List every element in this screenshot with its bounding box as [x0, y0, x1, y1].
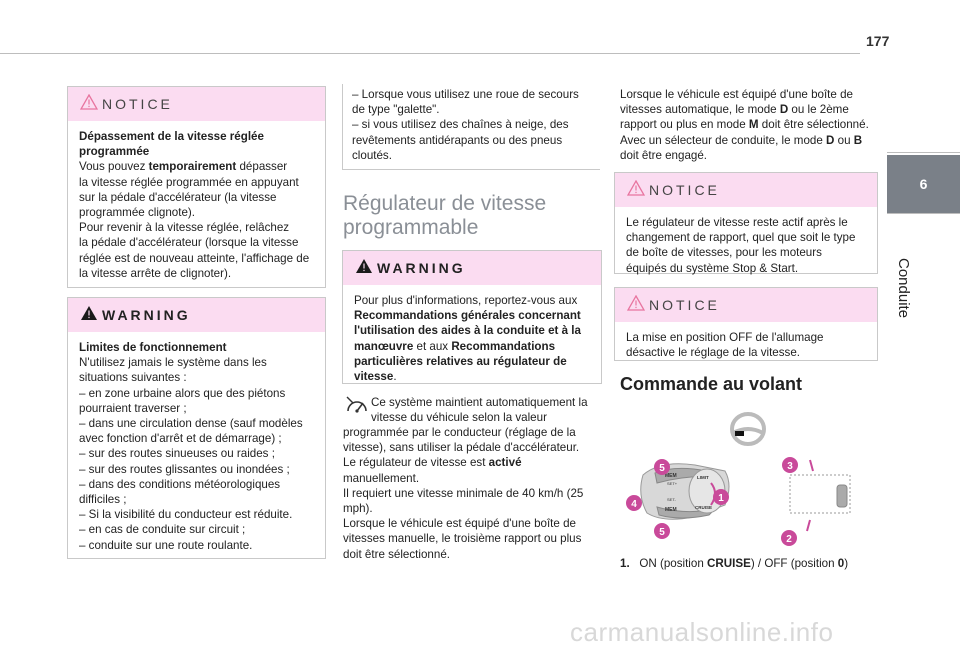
- svg-text:5: 5: [659, 527, 665, 538]
- list-item-1: 1. ON (position CRUISE) / OFF (position 0): [620, 557, 849, 570]
- text-line: programmée par le conducteur (réglage de la: [343, 426, 576, 439]
- notice-subtitle: Dépassement de la vitesse réglée programmée: [79, 130, 264, 159]
- notice-box-1: [67, 86, 326, 288]
- warning-body: [343, 285, 601, 392]
- top-rule: [0, 53, 860, 54]
- warning-line: – en zone urbaine alors que des piétons: [79, 386, 286, 400]
- section-title: Régulateur de vitesse programmable: [343, 192, 547, 239]
- warning-header: [343, 251, 601, 285]
- notice-header: [68, 87, 325, 121]
- steering-wheel-icon: [732, 414, 764, 444]
- warning-line: Pour plus d'informations, reportez-vous aux: [354, 294, 578, 307]
- text-line: Ce système maintient automatiquement la: [371, 396, 588, 409]
- text-line: vitesse), sans utiliser la pédale d'accélérateur.: [343, 441, 580, 455]
- warning-line: manœuvre et aux Recommandations: [354, 339, 556, 353]
- limit-label: LIMIT: [697, 475, 709, 480]
- col2-left-rule: [342, 84, 343, 170]
- subsection-title: Commande au volant: [620, 374, 803, 394]
- mem-label-bottom: MEM: [665, 507, 677, 513]
- col3-intro: [620, 87, 882, 163]
- steering-control-diagram: [615, 405, 880, 550]
- warning-box-1: [67, 297, 326, 559]
- text-line: Avec un sélecteur de conduite, le mode D ou B: [620, 133, 863, 147]
- tab-rule-top: [887, 152, 960, 153]
- notice-line: sur la pédale d'accélérateur (la vitesse: [79, 190, 277, 204]
- text-line: vitesses manuelle, le troisième rapport ou plus: [343, 532, 582, 546]
- text-line: cloutés.: [352, 148, 392, 162]
- chapter-tab-number[interactable]: 6: [887, 155, 960, 213]
- text-line: Lorsque le véhicule est équipé d'une boîte de: [343, 517, 576, 531]
- notice-line: la vitesse réglée programmée en appuyant: [79, 175, 299, 189]
- text-line: revêtements antidérapants ou des pneus: [352, 133, 563, 147]
- page-number: 177: [866, 33, 890, 49]
- svg-text:1: 1: [718, 493, 724, 504]
- notice-line: Le régulateur de vitesse reste actif après le: [626, 216, 848, 229]
- text-line: de type "galette".: [352, 103, 440, 117]
- col2-top-rule: [342, 169, 600, 170]
- col2-top-text: [352, 87, 600, 163]
- badge-4: [626, 495, 642, 511]
- col2-body-indented: [371, 395, 611, 425]
- warning-line: N'utilisez jamais le système dans les: [79, 356, 267, 370]
- text-line: vitesse du véhicule selon la valeur: [371, 411, 547, 425]
- warning-triangle-icon: [355, 258, 373, 274]
- notice-line: changement de rapport, quel que soit le type: [626, 231, 856, 245]
- caution-triangle-icon: [627, 180, 645, 196]
- warning-line: situations suivantes :: [79, 371, 187, 385]
- text-line: manuellement.: [343, 471, 420, 485]
- warning-line: difficiles ;: [79, 493, 127, 507]
- notice-line: de boîte de vitesses, pour les moteurs: [626, 246, 822, 260]
- notice-box-3: [614, 287, 878, 361]
- notice-line: désactive le réglage de la vitesse.: [626, 346, 801, 360]
- svg-text:4: 4: [631, 499, 637, 510]
- warning-subtitle: Limites de fonctionnement: [79, 341, 227, 354]
- warning-line: – conduite sur une route roulante.: [79, 538, 253, 552]
- warning-header: [68, 298, 325, 332]
- notice-line: équipés du système Stop & Start.: [626, 261, 799, 275]
- notice-line: la pédale d'accélérateur (lorsque la vitesse: [79, 236, 299, 250]
- notice-line: programmée clignote).: [79, 206, 195, 220]
- warning-line: pourraient traverser ;: [79, 401, 187, 415]
- notice-header: [615, 288, 877, 322]
- text-line: doit être sélectionné.: [343, 547, 450, 561]
- caution-triangle-icon: [80, 94, 98, 110]
- text-line: – si vous utilisez des chaînes à neige, des: [352, 118, 569, 132]
- notice-body: [615, 322, 877, 368]
- text-line: mph).: [343, 502, 373, 516]
- warning-line: – Si la visibilité du conducteur est réduite.: [79, 508, 293, 522]
- warning-triangle-icon: [80, 305, 98, 321]
- warning-title: WARNING: [377, 260, 466, 276]
- notice-line: Vous pouvez temporairement dépasser: [79, 160, 288, 174]
- text-line: Le régulateur de vitesse est activé: [343, 456, 522, 470]
- warning-line: – en cas de conduite sur circuit ;: [79, 523, 246, 537]
- warning-box-2: [342, 250, 602, 384]
- notice-body: [615, 207, 877, 284]
- speedometer-icon: [345, 394, 369, 418]
- warning-line: – sur des routes glissantes ou inondées ;: [79, 462, 290, 476]
- text-line: Il requiert une vitesse minimale de 40 km/h (25: [343, 486, 584, 500]
- caution-triangle-icon: [627, 295, 645, 311]
- badge-5-top: [654, 459, 670, 475]
- notice-body: [68, 121, 325, 289]
- chapter-tab-label: Conduite: [895, 258, 912, 319]
- cruise-label: CRUISE: [695, 505, 713, 510]
- text-line: doit être engagé.: [620, 148, 708, 162]
- watermark: carmanualsonline.info: [570, 617, 834, 647]
- notice-header: [615, 173, 877, 207]
- badge-1: [713, 489, 729, 505]
- warning-bold-line: particulières relatives au régulateur de: [354, 354, 567, 368]
- warning-bold-line: l'utilisation des aides à la conduite et à la: [354, 324, 581, 338]
- warning-bold-line: Recommandations générales concernant: [354, 309, 581, 323]
- set-plus-label: SET+: [667, 481, 678, 486]
- notice-line: réglée est de nouveau atteinte, l'affichage de: [79, 251, 310, 265]
- notice-line: La mise en position OFF de l'allumage: [626, 331, 824, 344]
- warning-line: – dans une circulation dense (sauf modèles: [79, 417, 303, 431]
- warning-title: WARNING: [102, 307, 191, 323]
- notice-line: Pour revenir à la vitesse réglée, relâchez: [79, 221, 290, 235]
- warning-line: – dans des conditions météorologiques: [79, 477, 281, 491]
- svg-text:2: 2: [786, 534, 792, 545]
- text-line: rapport ou plus en mode M doit être sélectionné.: [620, 118, 869, 132]
- set-minus-label: SET-: [667, 497, 676, 502]
- warning-line: – sur des routes sinueuses ou raides ;: [79, 447, 275, 461]
- notice-box-2: [614, 172, 878, 274]
- badge-5-bottom: [654, 523, 670, 539]
- notice-title: NOTICE: [649, 297, 720, 313]
- warning-line: avec fonction d'arrêt et de démarrage) ;: [79, 432, 282, 446]
- svg-text:5: 5: [659, 463, 665, 474]
- col2-body: [343, 425, 605, 562]
- warning-line: vitesse.: [354, 370, 397, 384]
- badge-2: [781, 530, 797, 546]
- mem-label-top: MEM: [665, 473, 677, 479]
- text-line: Lorsque le véhicule est équipé d'une boîte de: [620, 88, 853, 101]
- warning-body: [68, 332, 325, 561]
- tab-rule-bottom: [887, 213, 960, 214]
- notice-line: la vitesse arrête de clignoter).: [79, 266, 232, 280]
- notice-title: NOTICE: [102, 96, 173, 112]
- text-line: vitesses automatique, le mode D ou le 2ème: [620, 103, 849, 117]
- stalk-right-view: [790, 460, 850, 531]
- notice-title: NOTICE: [649, 182, 720, 198]
- badge-3: [782, 457, 798, 473]
- svg-text:3: 3: [787, 461, 793, 472]
- text-line: – Lorsque vous utilisez une roue de secours: [352, 88, 579, 101]
